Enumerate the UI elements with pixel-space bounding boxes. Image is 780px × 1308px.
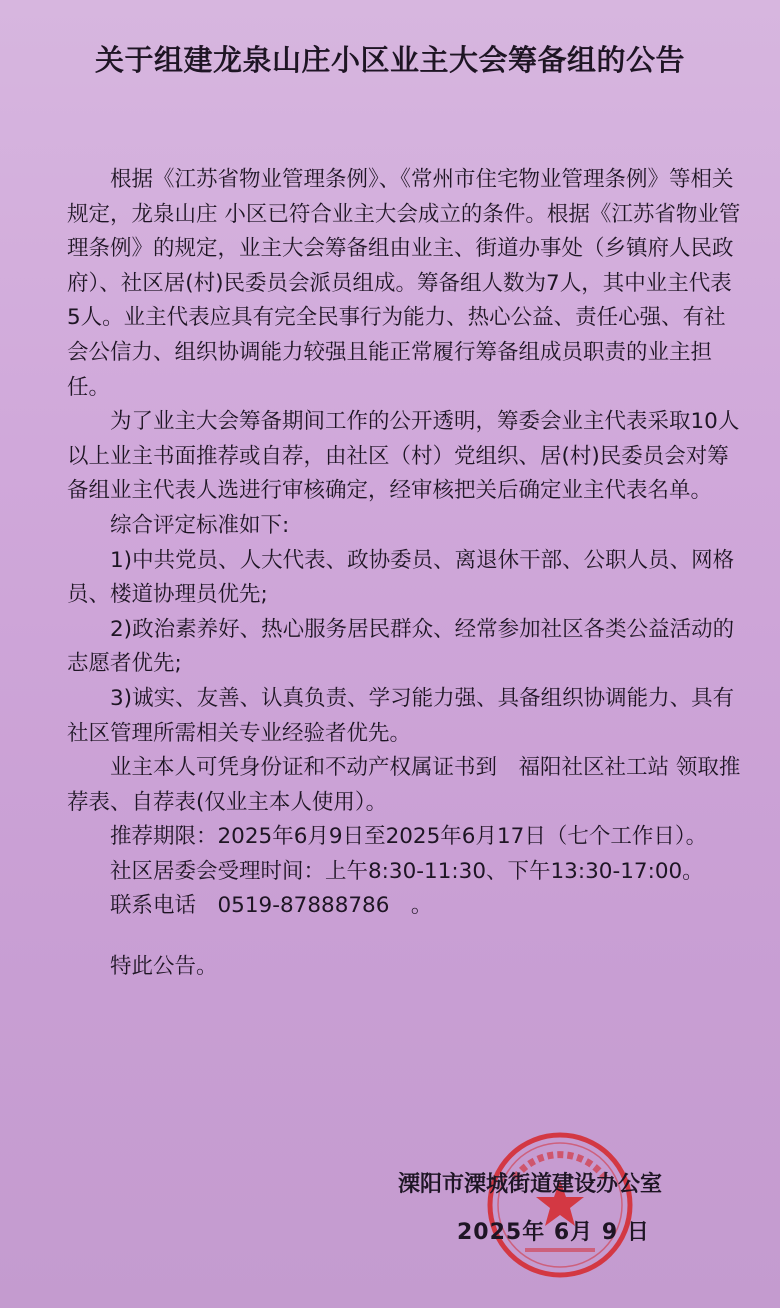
closing-line: 特此公告。 (110, 954, 218, 980)
paragraph-office-hours: 社区居委会受理时间：上午8:30-11:30、下午13:30-17:00。 (110, 858, 704, 884)
notice-title: 关于组建龙泉山庄小区业主大会筹备组的公告 (94, 43, 685, 77)
notice-body (67, 163, 742, 985)
paragraph-selection: 为了业主大会筹备期间工作的公开透明，筹委会业主代表采取10人以上业主书面推荐或自荐，由社区（村）党组织、居(村)民委员会对筹备组业主代表人选进行审核确定，经审核把关后确定业主代表名单。 (67, 409, 740, 504)
paragraph-criterion-1: 1)中共党员、人大代表、政协委员、离退休干部、公职人员、网格员、楼道协理员优先; (67, 547, 735, 608)
red-star-seal-icon (485, 1130, 635, 1280)
paragraph-regulations: 根据《江苏省物业管理条例》、《常州市住宅物业管理条例》等相关规定，龙泉山庄 小区已符合业主大会成立的条件。根据《江苏省物业管理条例》的规定，业主大会筹备组由业主、街道办事处（乡镇府人民政府）、社区居(村)民委员会派员组成。筹备组人数为7人，其中业主代表5人。业主代表应具有完全民事行为能力、热心公益、责任心强、有社会公信力、组织协调能力较强且能正常履行筹备组成员职责的业主担任。 (67, 167, 741, 400)
paragraph-criteria-heading: 综合评定标准如下: (110, 512, 290, 538)
issue-date: 2025年 6月 9 日 (457, 1220, 650, 1245)
paragraph-criterion-2: 2)政治素养好、热心服务居民群众、经常参加社区各类公益活动的志愿者优先; (67, 616, 735, 677)
issuer-name: 溧阳市溧城街道建设办公室 (398, 1172, 663, 1197)
paragraph-recommend-period: 推荐期限：2025年6月9日至2025年6月17日（七个工作日）。 (110, 824, 708, 850)
paragraph-form-pickup: 业主本人可凭身份证和不动产权属证书到 福阳社区社工站 领取推荐表、自荐表(仅业主本人使用）。 (67, 755, 741, 815)
paragraph-criterion-3: 3)诚实、友善、认真负责、学习能力强、具备组织协调能力、具有社区管理所需相关专业经验者优先。 (67, 685, 735, 746)
paragraph-contact-phone: 联系电话 0519-87888786 。 (110, 893, 433, 919)
